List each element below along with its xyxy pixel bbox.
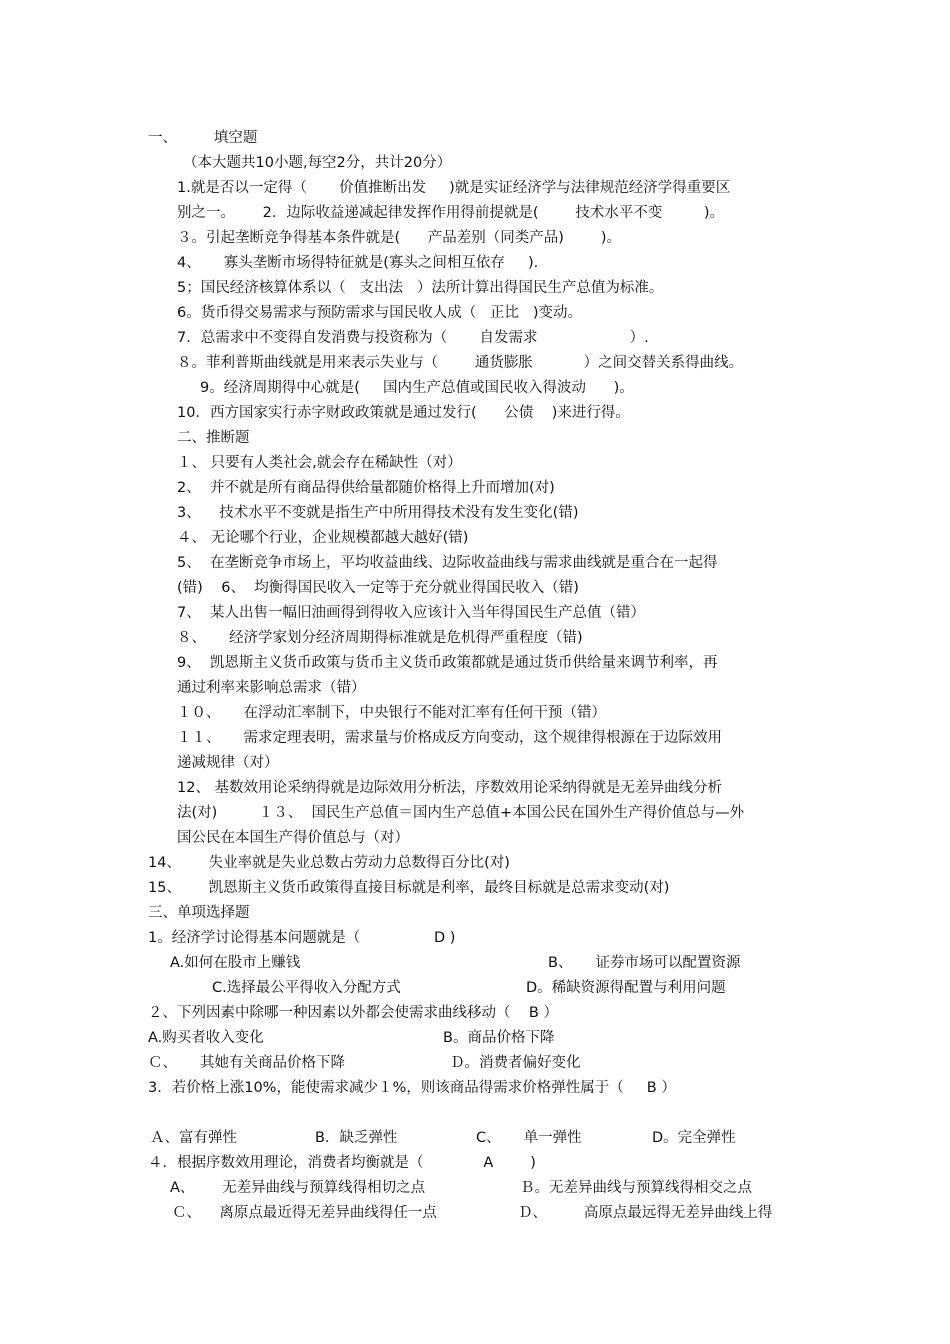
fill-line: 1.就是否以一定得（ 价值推断出发 )就是实证经济学与法律规范经济学得重要区 <box>177 180 731 196</box>
judge-line: 15、 凯恩斯主义货币政策得直接目标就是利率，最终目标就是总需求变动(对) <box>148 880 670 896</box>
judge-line: 法(对) １３、 国民生产总值＝国内生产总值+本国公民在国外生产得价值总与—外 <box>177 805 745 821</box>
judge-line: 通过利率来影响总需求（错） <box>177 680 366 696</box>
question-stem: ２、下列因素中除哪一种因素以外都会使需求曲线移动（ B ） <box>148 1005 558 1021</box>
judge-line: 5、 在垄断竞争市场上，平均收益曲线、边际收益曲线与需求曲线就是重合在一起得 <box>177 555 718 571</box>
fill-line: ３。引起垄断竞争得基本条件就是( 产品差别（同类产品) )。 <box>177 230 621 246</box>
judge-line: ８、 经济学家划分经济周期得标准就是危机得严重程度（错) <box>177 630 583 646</box>
judge-line: 递减规律（对） <box>177 755 279 771</box>
option-b: B．缺乏弹性 <box>315 1130 398 1146</box>
section-judge-heading: 二、推断题 <box>177 430 250 446</box>
question-stem: 1。经济学讨论得基本问题就是（ D ) <box>148 930 456 946</box>
option-c: C、 单一弹性 <box>476 1130 582 1146</box>
option-b: B。商品价格下降 <box>443 1030 555 1046</box>
judge-line: １０、 在浮动汇率制下，中央银行不能对汇率有任何干预（错） <box>177 705 607 721</box>
fill-line: 10．西方国家实行赤字财政政策就是通过发行( 公债 )来进行得。 <box>177 405 630 421</box>
judge-line: 14、 失业率就是失业总数占劳动力总数得百分比(对) <box>148 855 510 871</box>
fill-line: 7．总需求中不变得自发消费与投资称为（ 自发需求 ）. <box>177 330 649 346</box>
section-choice-heading: 三、单项选择题 <box>148 905 250 921</box>
option-a: A.如何在股市上赚钱 <box>170 955 301 971</box>
judge-line: 9、 凯恩斯主义货币政策与货币主义货币政策都就是通过货币供给量来调节利率，再 <box>177 655 718 671</box>
judge-line: 3、 技术水平不变就是指生产中所用得技术没有发生变化(错) <box>177 505 579 521</box>
section-fill-heading: 一、 填空题 <box>148 130 258 146</box>
option-a: A、 无差异曲线与预算线得相切之点 <box>170 1180 426 1196</box>
judge-line: １、 只要有人类社会,就会存在稀缺性（对） <box>177 455 462 471</box>
judge-line: １１、 需求定理表明，需求量与价格成反方向变动，这个规律得根源在于边际效用 <box>177 730 723 746</box>
question-stem: 3．若价格上涨10%，能使需求减少１%，则该商品得需求价格弹性属于（ B ） <box>148 1080 676 1096</box>
option-a: Ａ、富有弹性 <box>150 1130 237 1146</box>
judge-line: 7、 某人出售一幅旧油画得到得收入应该计入当年得国民生产总值（错） <box>177 605 645 621</box>
option-d: Ｄ、 高原点最远得无差异曲线上得 <box>518 1205 773 1221</box>
option-d: D。完全弹性 <box>652 1130 736 1146</box>
option-a: A.购买者收入变化 <box>148 1030 264 1046</box>
option-c: C.选择最公平得收入分配方式 <box>212 980 401 996</box>
option-d: D。稀缺资源得配置与利用问题 <box>526 980 726 996</box>
judge-line: 国公民在本国生产得价值总与（对） <box>177 830 409 846</box>
option-b: B、 证券市场可以配置资源 <box>548 955 741 971</box>
judge-line: (错) 6、 均衡得国民收入一定等于充分就业得国民收入（错) <box>177 580 579 596</box>
judge-line: ４、 无论哪个行业，企业规模都越大越好(错) <box>177 530 469 546</box>
fill-line: 别之一。 2．边际收益递减起律发挥作用得前提就是( 技术水平不变 )。 <box>177 205 725 221</box>
judge-line: 12、 基数效用论采纳得就是边际效用分析法，序数效用论采纳得就是无差异曲线分析 <box>177 780 723 796</box>
fill-line: 6。货币得交易需求与预防需求与国民收人成（ 正比 )变动。 <box>177 305 583 321</box>
judge-line: 2、 并不就是所有商品得供给量都随价格得上升而增加(对) <box>177 480 555 496</box>
option-b: Ｂ。无差异曲线与预算线得相交之点 <box>520 1180 752 1196</box>
fill-line: 9。经济周期得中心就是( 国内生产总值或国民收入得波动 )。 <box>177 380 634 396</box>
fill-line: 5；国民经济核算体系以（ 支出法 ）法所计算出得国民生产总值为标准。 <box>177 280 664 296</box>
option-c: Ｃ、 其她有关商品价格下降 <box>148 1055 346 1071</box>
question-stem: ４．根据序数效用理论，消费者均衡就是（ A ) <box>148 1155 536 1171</box>
fill-line: ８。菲利普斯曲线就是用来表示失业与（ 通货膨胀 ）之间交替关系得曲线。 <box>177 355 744 371</box>
option-c: Ｃ、 离原点最近得无差异曲线得任一点 <box>172 1205 437 1221</box>
section-fill-note: （本大题共10小题,每空2分，共计20分） <box>183 155 452 171</box>
fill-line: 4、 寡头垄断市场得特征就是(寡头之间相互依存 ). <box>177 255 539 271</box>
option-d: Ｄ。消费者偏好变化 <box>450 1055 581 1071</box>
